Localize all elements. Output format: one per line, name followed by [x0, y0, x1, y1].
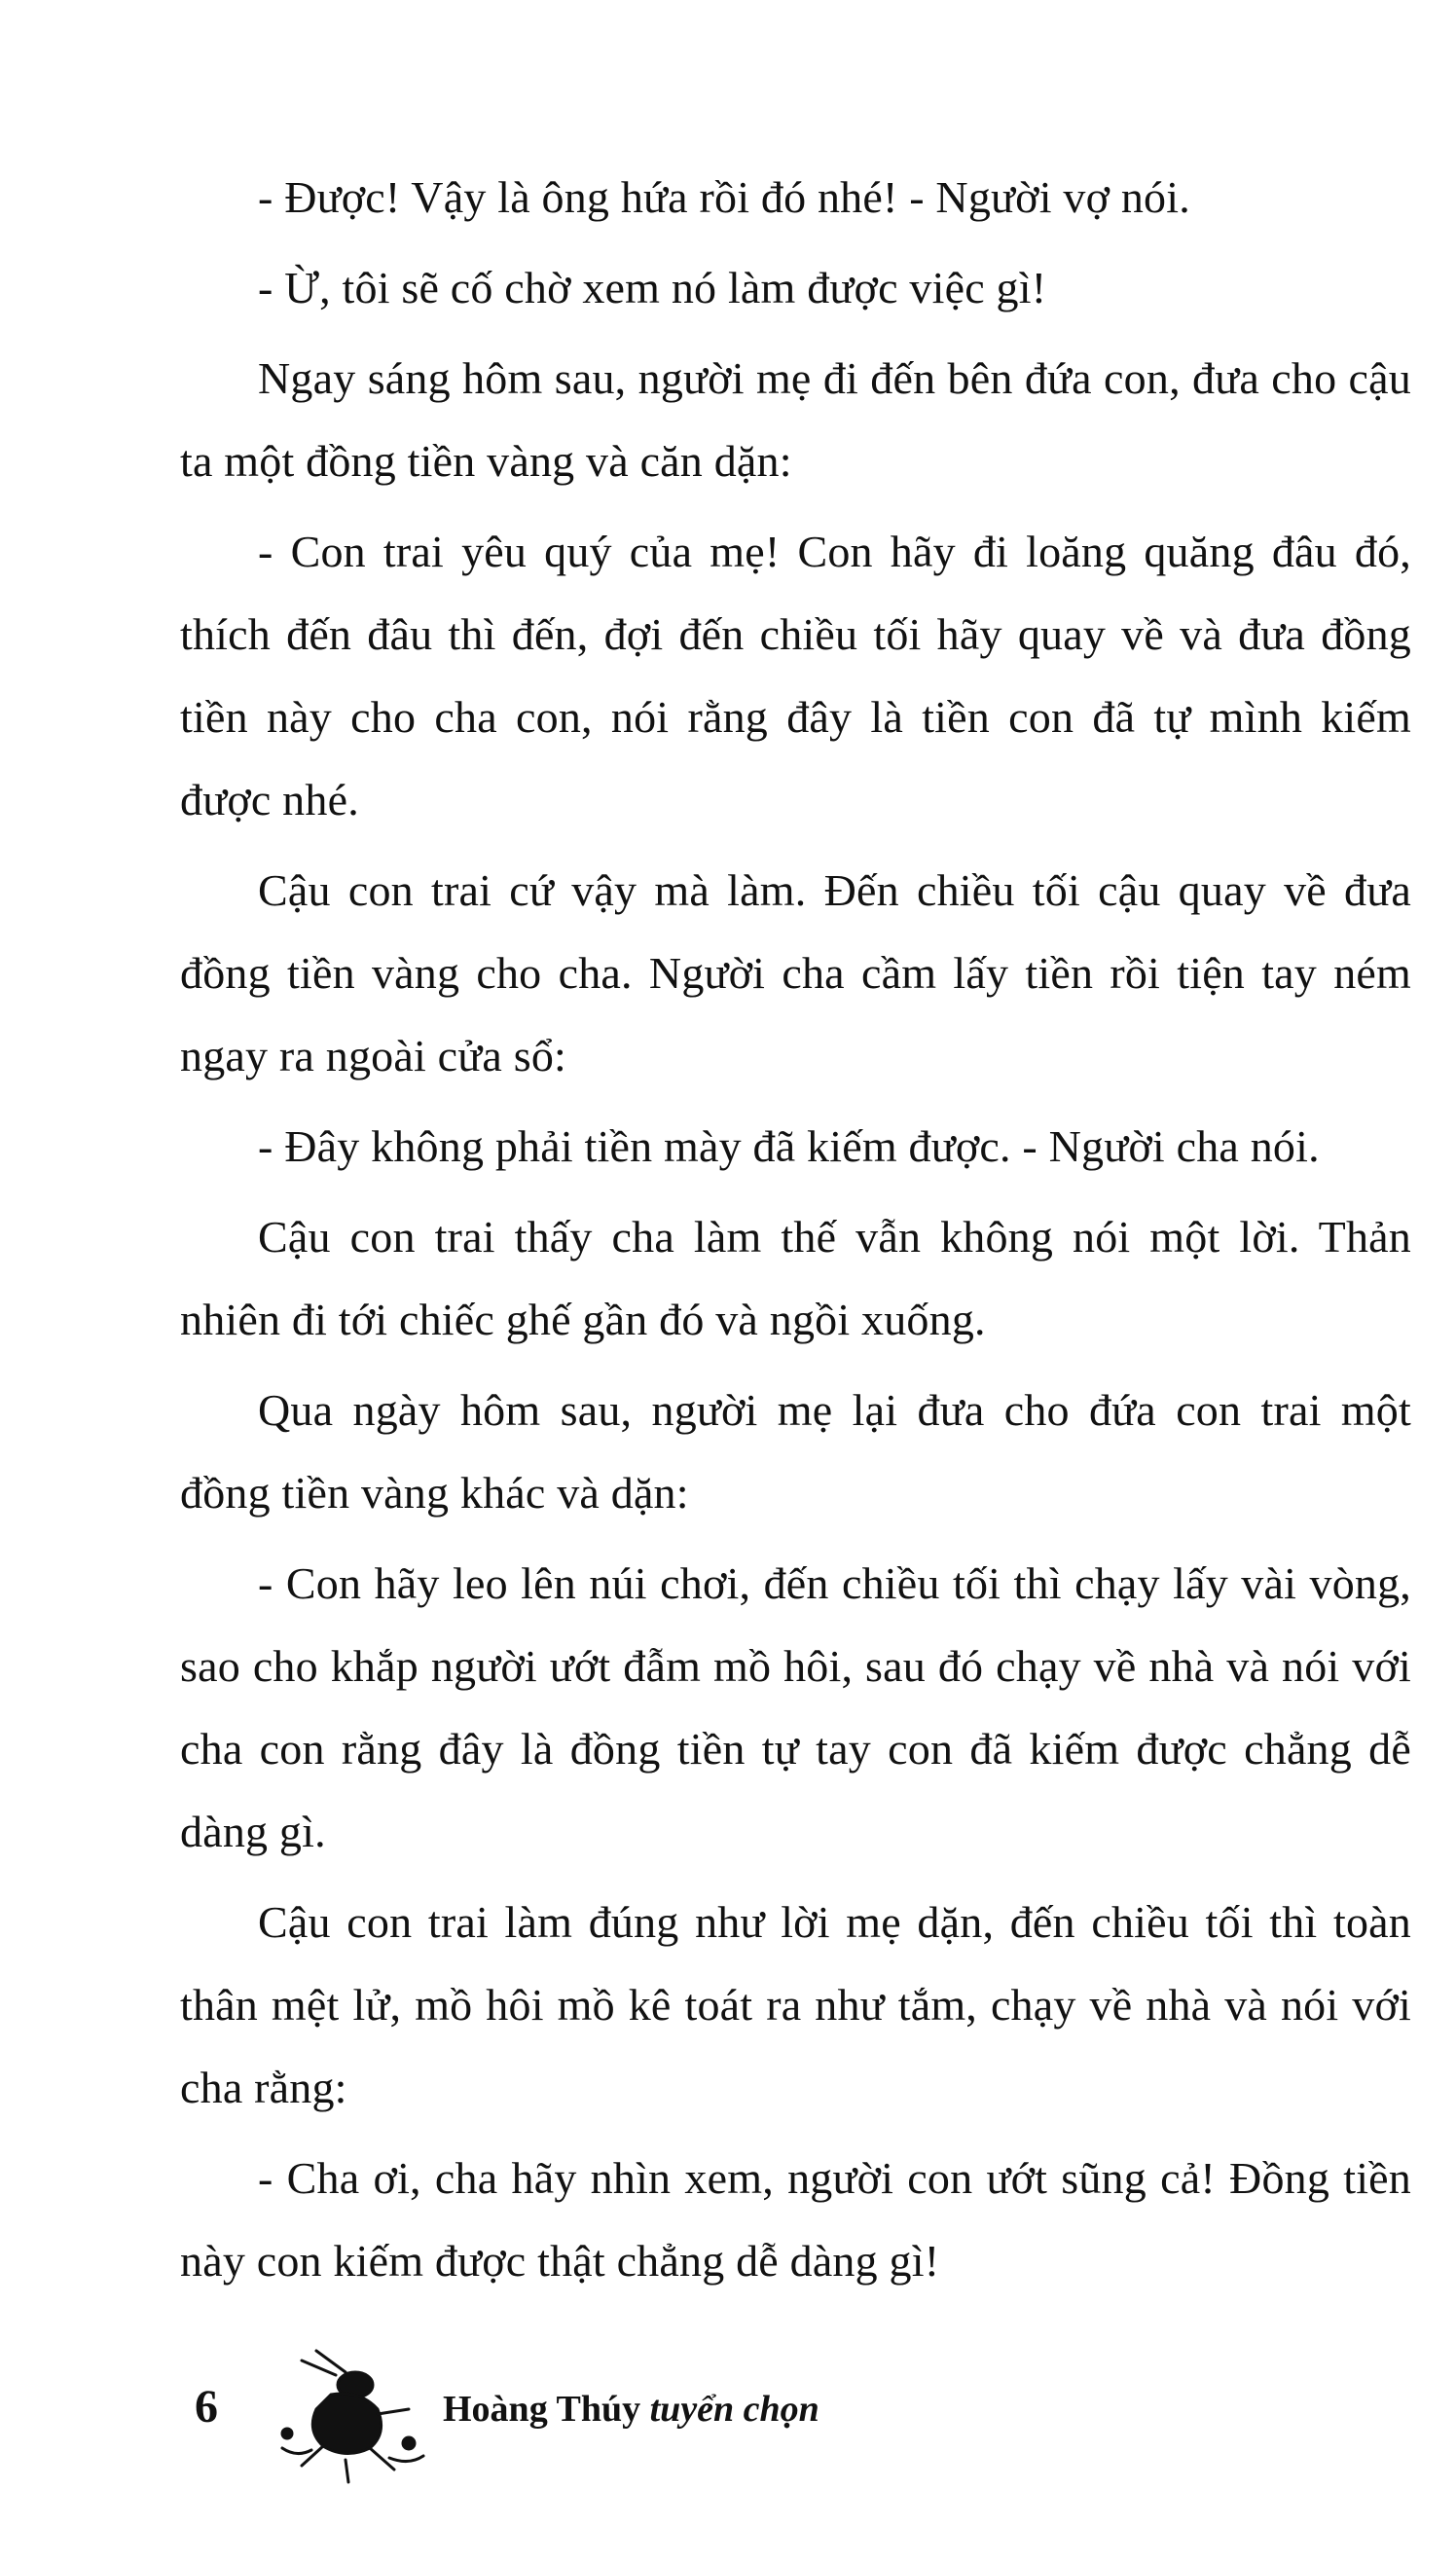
author-name: Hoàng Thúy — [443, 2389, 641, 2430]
book-credit — [443, 2388, 819, 2431]
paragraph: Ngay sáng hôm sau, người mẹ đi đến bên đứa con, đưa cho cậu ta một đồng tiền vàng và căn dặn: — [180, 353, 1411, 486]
paragraph: - Con hãy leo lên núi chơi, đến chiều tối thì chạy lấy vài vòng, sao cho khắp người ướt đẫm mồ hôi, sau đó chạy về nhà và nói với cha con rằng đây là đồng tiền tự tay con đã kiếm được chẳng dễ dàng gì. — [180, 1558, 1411, 1856]
paragraph: Cậu con trai làm đúng như lời mẹ dặn, đến chiều tối thì toàn thân mệt lử, mồ hôi mồ kê toát ra như tắm, chạy về nhà và nói với cha rằng: — [180, 1897, 1411, 2112]
rabbit-illustration-icon — [263, 2341, 438, 2487]
editor-role: tuyển chọn — [649, 2389, 819, 2430]
page-number: 6 — [195, 2381, 218, 2433]
paragraph: Qua ngày hôm sau, người mẹ lại đưa cho đứa con trai một đồng tiền vàng khác và dặn: — [180, 1385, 1411, 1518]
page-body-text — [180, 156, 1411, 2310]
paragraph: Cậu con trai thấy cha làm thế vẫn không nói một lời. Thản nhiên đi tới chiếc ghế gần đó và ngồi xuống. — [180, 1212, 1411, 1344]
paragraph: - Được! Vậy là ông hứa rồi đó nhé! - Người vợ nói. — [258, 172, 1190, 222]
paragraph: Cậu con trai cứ vậy mà làm. Đến chiều tối cậu quay về đưa đồng tiền vàng cho cha. Người cha cầm lấy tiền rồi tiện tay ném ngay ra ngoài cửa sổ: — [180, 865, 1411, 1080]
paragraph: - Ừ, tôi sẽ cố chờ xem nó làm được việc gì! — [258, 263, 1047, 312]
paragraph: - Đây không phải tiền mày đã kiếm được. - Người cha nói. — [258, 1121, 1320, 1171]
page-footer — [195, 2341, 1071, 2497]
paragraph: - Cha ơi, cha hãy nhìn xem, người con ướt sũng cả! Đồng tiền này con kiếm được thật chẳng dễ dàng gì! — [180, 2153, 1411, 2286]
paragraph: - Con trai yêu quý của mẹ! Con hãy đi loăng quăng đâu đó, thích đến đâu thì đến, đợi đến chiều tối hãy quay về và đưa đồng tiền này cho cha con, nói rằng đây là tiền con đã tự mình kiếm được nhé. — [180, 527, 1411, 824]
